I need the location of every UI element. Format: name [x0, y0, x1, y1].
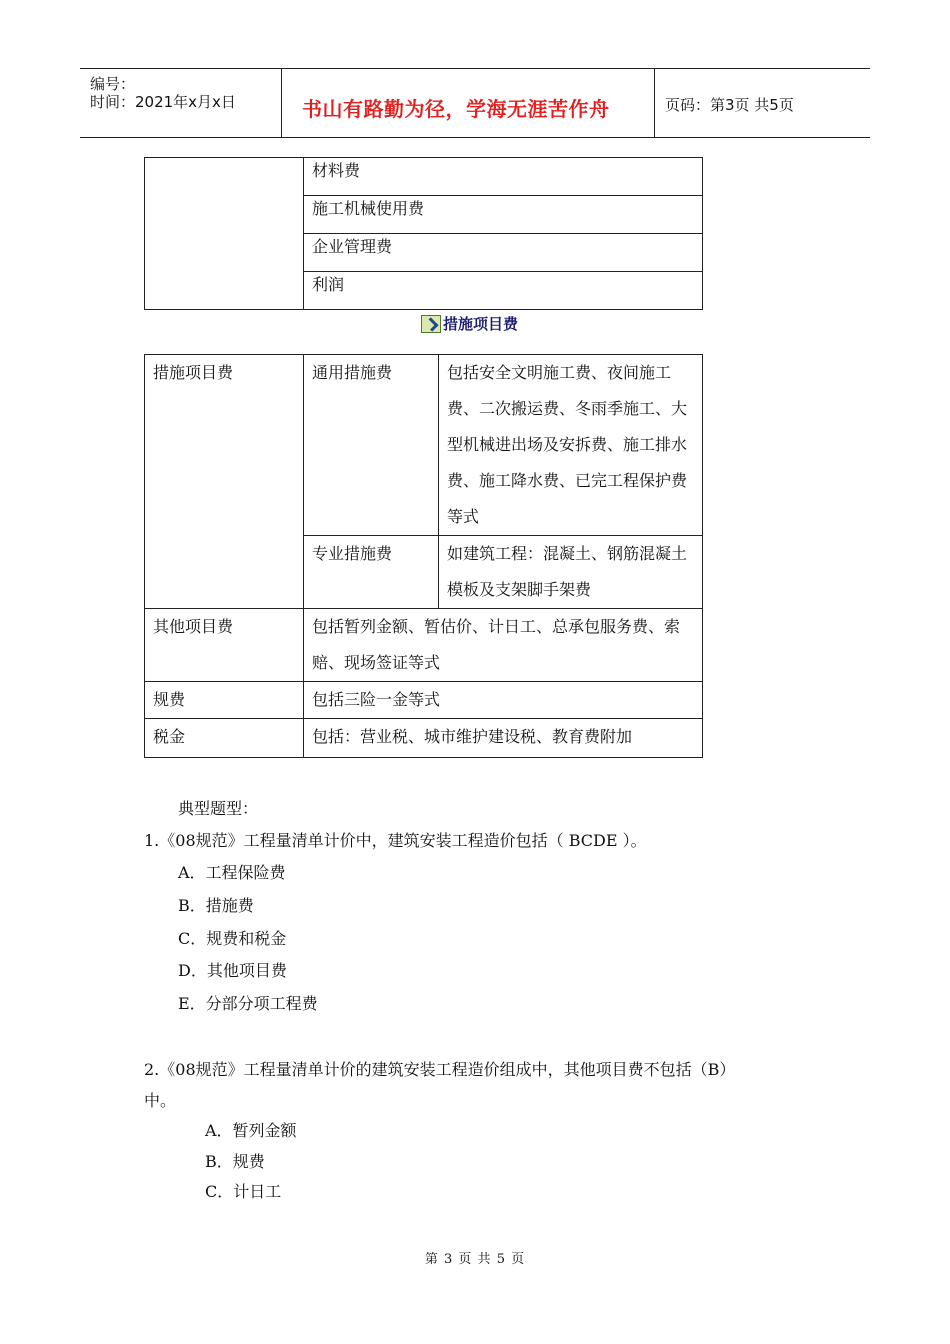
tax-name: 税金 [145, 719, 304, 758]
page-footer: 第 3 页 共 5 页 [424, 1252, 526, 1267]
link-arrow-icon[interactable] [421, 315, 441, 333]
page-header [80, 68, 870, 138]
general-measure-name: 通用措施费 [304, 355, 439, 536]
special-measure-name: 专业措施费 [304, 536, 439, 609]
section-title: 典型题型： [178, 799, 259, 818]
regulated-fee-name: 规费 [145, 682, 304, 719]
header-page-cell [655, 69, 870, 137]
question-2-stem-cont: 中。 [144, 1091, 177, 1110]
header-motto-cell [282, 69, 655, 137]
date-label: 时间：2021年x月x日 [90, 93, 236, 111]
general-measure-desc: 包括安全文明施工费、夜间施工费、二次搬运费、冬雨季施工、大型机械进出场及安拆费、施工排水费、施工降水费、已完工程保护费等式 [439, 355, 703, 536]
question-1-option: B．措施费 [178, 896, 254, 915]
question-1-option: E．分部分项工程费 [178, 994, 318, 1013]
question-1-option: D．其他项目费 [178, 961, 287, 980]
cost-table-continued [144, 157, 703, 310]
table-cell: 施工机械使用费 [304, 196, 703, 234]
table-cell: 利润 [304, 272, 703, 310]
question-1-option: A．工程保险费 [178, 863, 286, 882]
table-cell: 材料费 [304, 158, 703, 196]
regulated-fee-desc: 包括三险一金等式 [304, 682, 703, 719]
motto: 书山有路勤为径，学海无涯苦作舟 [302, 97, 610, 121]
measure-fee-title: 措施项目费 [145, 355, 304, 609]
special-measure-desc: 如建筑工程：混凝土、钢筋混凝土模板及支架脚手架费 [439, 536, 703, 609]
question-2-stem: 2.《08规范》工程量清单计价的建筑安装工程造价组成中，其他项目费不包括（B） [144, 1060, 736, 1079]
table-cell-empty [145, 158, 304, 310]
header-info-cell [80, 69, 282, 137]
question-2-option: A．暂列金额 [205, 1121, 297, 1140]
fee-composition-table [144, 354, 703, 758]
other-fee-name: 其他项目费 [145, 609, 304, 682]
question-2-option: B．规费 [205, 1152, 265, 1171]
caption-text: 措施项目费 [443, 315, 519, 333]
other-fee-desc: 包括暂列金额、暂估价、计日工、总承包服务费、索赔、现场签证等式 [304, 609, 703, 682]
table-cell: 企业管理费 [304, 234, 703, 272]
question-1-stem: 1.《08规范》工程量清单计价中，建筑安装工程造价包括（ BCDE ）。 [144, 831, 647, 850]
page-label: 页码：第3页 共5页 [665, 96, 794, 114]
question-2-option: C．计日工 [205, 1182, 282, 1201]
tax-desc: 包括：营业税、城市维护建设税、教育费附加 [304, 719, 703, 758]
question-1-option: C．规费和税金 [178, 929, 287, 948]
number-label: 编号： [90, 75, 136, 93]
table-caption [421, 313, 518, 334]
